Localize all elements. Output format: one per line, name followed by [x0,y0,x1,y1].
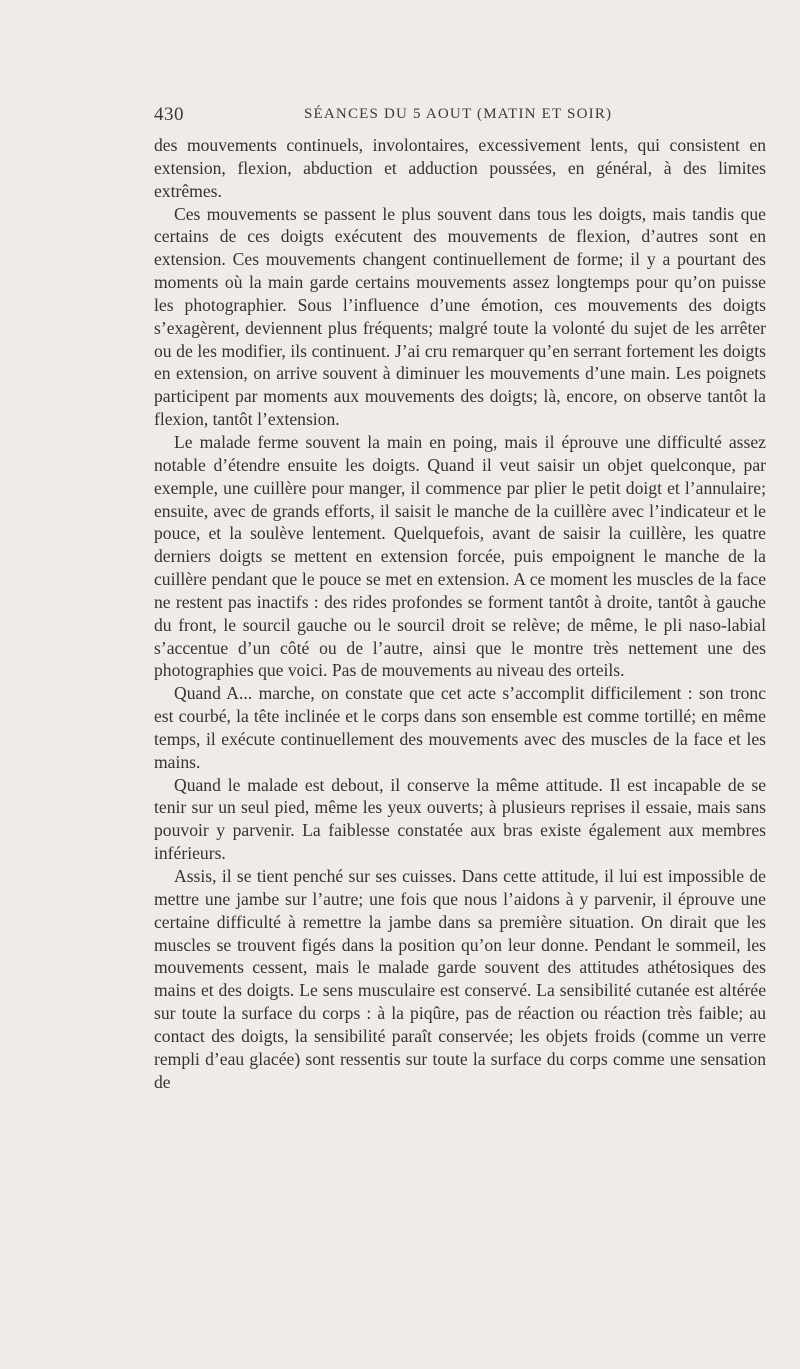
paragraph: Assis, il se tient penché sur ses cuisses. Dans cette attitude, il lui est impossible de mettre une jambe sur l’autre; une fois que nous l’aidons à y parvenir, il éprouve une certaine difficulté à remettre la jambe dans sa première situation. On dirait que les muscles se trouvent figés dans la position qu’on leur donne. Pendant le sommeil, les mouvements cessent, mais le malade garde souvent des attitudes athétosiques des mains et des doigts. Le sens musculaire est conservé. La sensibilité cutanée est altérée sur toute la surface du corps : à la piqûre, pas de réaction ou réaction très faible; au contact des doigts, la sensibilité paraît conservée; les objets froids (comme un verre rempli d’eau glacée) sont ressentis sur toute la surface du corps comme une sensation de [154,866,766,1092]
paragraph: Ces mouvements se passent le plus souvent dans tous les doigts, mais tandis que certains de ces doigts exécutent des mouvements de flexion, d’autres sont en extension. Ces mouvements changent continuellement de forme; il y a pourtant des moments où la main garde certains mouvements assez longtemps pour qu’on puisse les photographier. Sous l’influence d’une émotion, ces mouvements des doigts s’exagèrent, deviennent plus fréquents; malgré toute la volonté du sujet de les arrêter ou de les modifier, ils continuent. J’ai cru remarquer qu’en serrant fortement les doigts en extension, on arrive souvent à diminuer les mouvements d’une main. Les poignets participent par moments aux mouvements des doigts; là, encore, on observe tantôt la flexion, tantôt l’extension. [154,203,766,430]
paragraph: Quand A... marche, on constate que cet acte s’accomplit difficilement : son tronc est courbé, la tête inclinée et le corps dans son ensemble est comme tortillé; en même temps, il exécute continuellement des mouvements avec des muscles de la face et les mains. [154,683,766,772]
paragraph: Le malade ferme souvent la main en poing, mais il éprouve une difficulté assez notable d’étendre ensuite les doigts. Quand il veut saisir un objet quelconque, par exemple, une cuillère pour manger, il commence par plier le petit doigt et l’annulaire; ensuite, avec de grands efforts, il saisit le manche de la cuillère avec l’indicateur et le pouce, et la soulève lentement. Quelquefois, avant de saisir la cuillère, les quatre derniers doigts se mettent en extension forcée, puis empoignent le manche de la cuillère pendant que le pouce se met en extension. A ce moment les muscles de la face ne restent pas inactifs : des rides profondes se forment tantôt à droite, tantôt à gauche du front, le sourcil gauche ou le sourcil droit se relève; de même, le pli naso-labial s’accentue d’un côté ou de l’autre, ainsi que le montre très nettement une des photographies que voici. Pas de mouvements au niveau des orteils. [154,431,766,681]
paragraph: des mouvements continuels, involontaires, excessivement lents, qui consistent en extension, flexion, abduction et adduction poussées, en général, à des limites extrêmes. [154,135,766,201]
page-number: 430 [154,104,184,125]
page-header [154,104,766,128]
running-title: SÉANCES DU 5 AOUT (MATIN ET SOIR) [304,106,613,122]
paragraph: Quand le malade est debout, il conserve la même attitude. Il est incapable de se tenir sur un seul pied, même les yeux ouverts; à plusieurs reprises il essaie, mais sans pouvoir y parvenir. La faiblesse constatée aux bras existe également aux membres inférieurs. [154,774,766,864]
body-text [154,134,766,1093]
